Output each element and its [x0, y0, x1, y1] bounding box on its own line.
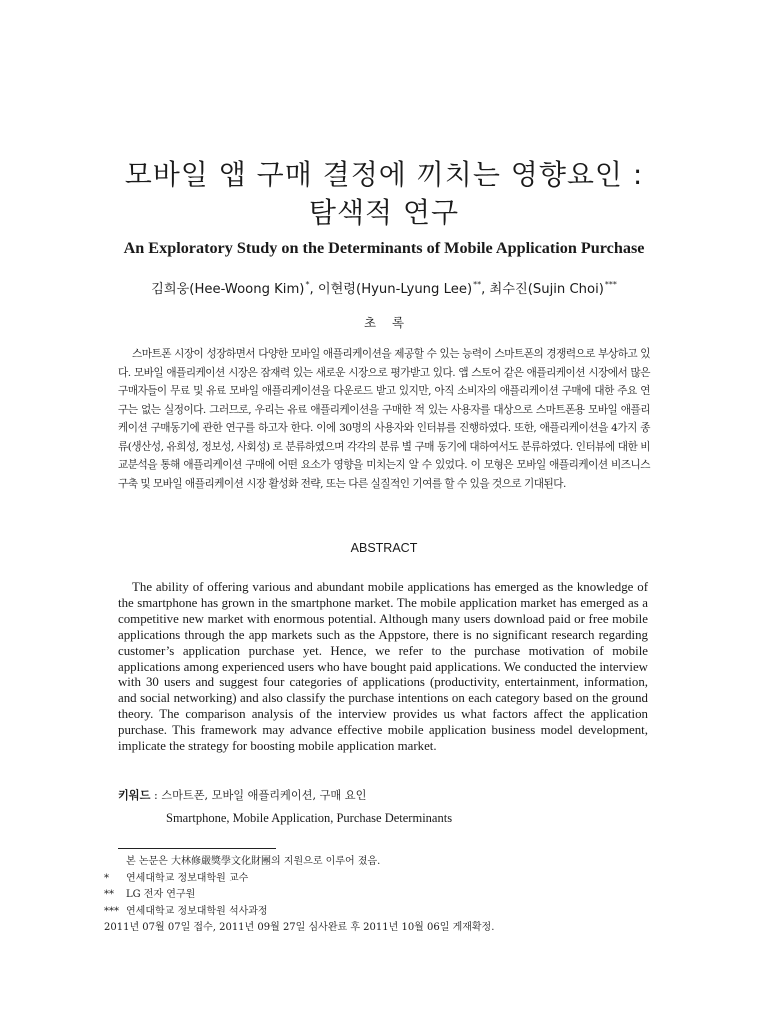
footnote-text: LG 전자 연구원 — [126, 889, 196, 900]
keywords-separator: : — [150, 789, 162, 802]
footnote-mark: *** — [104, 905, 119, 917]
title-english: An Exploratory Study on the Determinants of Mobile Application Purchase — [123, 239, 645, 257]
author-name: 최수진(Sujin Choi) — [489, 282, 604, 297]
author-separator: , — [309, 282, 318, 297]
footnote-divider — [118, 848, 276, 849]
footnote-item — [104, 854, 664, 871]
author-name: 이현령(Hyun-Lyung Lee) — [317, 282, 473, 297]
author-name: 김희웅(Hee-Woong Kim) — [151, 282, 305, 297]
footnote-mark: * — [104, 872, 109, 884]
title-korean-line-1: 모바일 앱 구매 결정에 끼치는 영향요인 : — [124, 158, 644, 191]
author-list — [0, 276, 768, 299]
english-abstract-body: The ability of offering various and abundant mobile applications has emerged as the knowledge of the smartphone has grown in the smartphone market. The mobile application market has emerged as a competitive new market with enormous potential. Although many users download paid or free mobile applications through the app markets such as the Appstore, there is no significant research regarding customer’s application purchase yet. Hence, we refer to the purchase motivation of mobile applications among experienced users who have bought paid applications. We conducted the interview with 30 users and suggest four categories of applications (productivity, entertainment, information, and social networking) and also classify the purchase intentions on each category based on the ground theory. The comparison analysis of the interview provides us what factors affect the application purchase. This framework may advance effective mobile application business model development, implicate the strategy for boosting mobile application market. — [118, 580, 648, 754]
footnote-item — [104, 871, 664, 888]
keywords-english: Smartphone, Mobile Application, Purchase Determinants — [166, 811, 453, 825]
footnote-mark — [104, 854, 126, 871]
footnote-text: 본 논문은 大林修嚴獎學文化財團의 지원으로 이루어 졌음. — [126, 856, 381, 867]
korean-abstract-body: 스마트폰 시장이 성장하면서 다양한 모바일 애플리케이션을 제공할 수 있는 능력이 스마트폰의 경쟁력으로 부상하고 있다. 모바일 애플리케이션 시장은 잠재력 있는 새로운 시장으로 평가받고 있다. 앱 스토어 같은 애플리케이션 시장에서 많은 구매자들이 무료 및 유료 모바일 애플리케이션을 다운로드 받고 있지만, 아직 소비자의 애플리케이션 구매에 대한 주요 연구는 없는 실정이다. 그러므로, 우리는 유료 애플리케이션을 구매한 적 있는 사용자를 대상으로 스마트폰용 모바일 애플리케이션 구매동기에 관한 연구를 하고자 한다. 이에 30명의 사용자와 인터뷰를 진행하였다. 또한, 애플리케이션을 4가지 종류(생산성, 유희성, 정보성, 사회성) 로 분류하였으며 각각의 분류 별 구매 동기에 대하여서도 분류하였다. 인터뷰에 대한 비교분석을 통해 애플리케이션 구매에 어떤 요소가 영향을 미치는지 알 수 있었다. 이 모형은 모바일 애플리케이션 비즈니스 구축 및 모바일 애플리케이션 시장 활성화 전략, 또는 다른 실질적인 기여를 할 수 있을 것으로 기대된다. — [118, 348, 650, 490]
keywords-label: 키워드 — [118, 789, 151, 802]
footnote-item — [104, 904, 664, 921]
keywords-korean: 스마트폰, 모바일 애플리케이션, 구매 요인 — [161, 789, 367, 802]
author-affiliation-mark: ** — [473, 280, 482, 289]
footnote-mark: ** — [104, 889, 114, 900]
author-affiliation-mark: * — [305, 280, 310, 289]
footnotes — [104, 854, 664, 937]
korean-abstract-heading: 초 록 — [363, 315, 405, 330]
english-abstract-heading: ABSTRACT — [350, 541, 418, 555]
footnote-text: 연세대학교 정보대학원 석사과정 — [126, 905, 268, 917]
title-korean-line-2: 탐색적 연구 — [308, 196, 460, 229]
author-affiliation-mark: *** — [604, 280, 617, 289]
author-separator: , — [481, 282, 490, 297]
keywords-block — [118, 785, 658, 829]
footnote-text: 연세대학교 정보대학원 교수 — [126, 872, 249, 884]
footnote-item — [104, 887, 664, 904]
submission-dates: 2011년 07월 07일 접수, 2011년 09월 27일 심사완료 후 2011년 10월 06일 게재확정. — [104, 922, 495, 933]
